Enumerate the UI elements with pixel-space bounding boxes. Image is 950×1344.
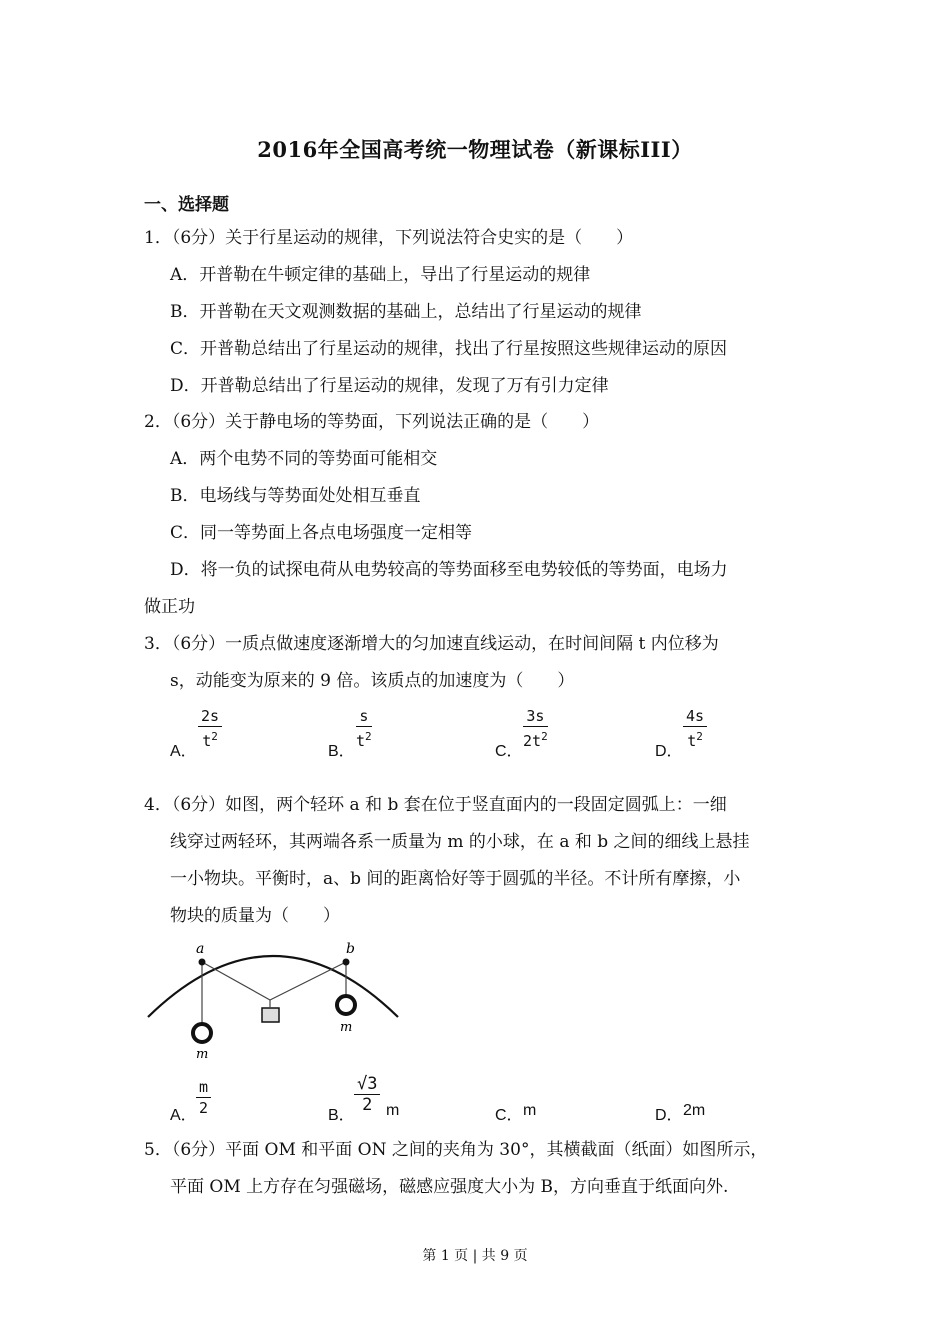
- string-a-to-block: [202, 962, 270, 1000]
- q2-option-d: D．将一负的试探电荷从电势较高的等势面移至电势较低的等势面，电场力: [170, 560, 728, 580]
- q4-den-a: 2: [199, 1099, 209, 1117]
- section-heading: 一、选择题: [144, 195, 229, 215]
- q2-option-d-cont: 做正功: [144, 597, 195, 617]
- q3-exp-a: 2: [211, 730, 218, 743]
- q2-option-b: B．电场线与等势面处处相互垂直: [170, 486, 421, 506]
- q3-stem-line1: 3．（6分）一质点做速度逐渐增大的匀加速直线运动，在时间间隔 t 内位移为: [144, 634, 719, 654]
- q4-label-c: C．: [495, 1107, 523, 1124]
- q4-figure: [140, 935, 410, 1070]
- label-a: a: [196, 941, 205, 957]
- q4-num-a: m: [196, 1077, 211, 1098]
- q3-stem-line2: s，动能变为原来的 9 倍。该质点的加速度为（ ）: [170, 671, 575, 691]
- q3-num-c: 3s: [523, 706, 548, 727]
- label-b: b: [346, 941, 355, 957]
- q3-num-a: 2s: [198, 706, 222, 727]
- q4-stem-line2: 线穿过两轻环，其两端各系一质量为 m 的小球，在 a 和 b 之间的细线上悬挂: [170, 832, 750, 852]
- q3-den-c: 2t: [523, 732, 542, 750]
- q3-den-a: t: [202, 732, 212, 750]
- q4-stem-line3: 一小物块。平衡时，a、b 间的距离恰好等于圆弧的半径。不计所有摩擦，小: [170, 869, 741, 889]
- q3-label-b: B．: [328, 743, 355, 760]
- q2-stem: 2．（6分）关于静电场的等势面，下列说法正确的是（ ）: [144, 412, 600, 432]
- q4-num-b: √3: [354, 1074, 380, 1095]
- q4-label-b: B．: [328, 1107, 355, 1124]
- ring-a: [199, 959, 206, 966]
- q3-fraction-a: [198, 706, 222, 751]
- q1-option-d: D．开普勒总结出了行星运动的规律，发现了万有引力定律: [170, 376, 609, 396]
- q3-fraction-b: [356, 706, 372, 751]
- q1-option-c: C．开普勒总结出了行星运动的规律，找出了行星按照这些规律运动的原因: [170, 339, 728, 359]
- q5-stem-line1: 5．（6分）平面 OM 和平面 ON 之间的夹角为 30°，其横截面（纸面）如图所示，: [144, 1140, 768, 1160]
- q5-stem-line2: 平面 OM 上方存在匀强磁场，磁感应强度大小为 B，方向垂直于纸面向外.: [170, 1177, 729, 1197]
- q3-num-b: s: [356, 706, 372, 727]
- q3-label-d: D．: [655, 743, 683, 760]
- q3-label-c: C．: [495, 743, 523, 760]
- q4-label-d: D．: [655, 1107, 683, 1124]
- string-block-to-b: [270, 962, 346, 1000]
- q4-option-d: 2m: [683, 1102, 706, 1119]
- q3-fraction-c: [523, 706, 548, 751]
- q1-option-b: B．开普勒在天文观测数据的基础上，总结出了行星运动的规律: [170, 302, 642, 322]
- q4-option-b-tail: m: [386, 1102, 400, 1119]
- q3-fraction-d: [683, 706, 707, 751]
- q4-option-c: m: [523, 1102, 537, 1119]
- q3-den-d: t: [687, 732, 697, 750]
- q1-option-a: A．开普勒在牛顿定律的基础上，导出了行星运动的规律: [170, 265, 591, 285]
- page-footer: 第 1 页 | 共 9 页: [422, 1248, 528, 1264]
- label-m-left: m: [196, 1047, 209, 1062]
- ball-left: [193, 1024, 211, 1042]
- q4-stem-line1: 4．（6分）如图，两个轻环 a 和 b 套在位于竖直面内的一段固定圆弧上：一细: [144, 795, 727, 815]
- q4-stem-line4: 物块的质量为（ ）: [170, 906, 340, 926]
- ball-right: [337, 996, 355, 1014]
- q3-exp-d: 2: [696, 730, 703, 743]
- q2-option-c: C．同一等势面上各点电场强度一定相等: [170, 523, 473, 543]
- q3-exp-c: 2: [541, 730, 548, 743]
- q4-fraction-b: [354, 1074, 380, 1115]
- q4-den-b: 2: [362, 1095, 373, 1115]
- q2-option-a: A．两个电势不同的等势面可能相交: [170, 449, 438, 469]
- q3-exp-b: 2: [365, 730, 372, 743]
- q4-fraction-a: [196, 1077, 211, 1118]
- ring-b: [343, 959, 350, 966]
- page-title: 2016年全国高考统一物理试卷（新课标III）: [257, 137, 693, 162]
- q3-num-d: 4s: [683, 706, 707, 727]
- label-m-right: m: [340, 1020, 353, 1035]
- q3-den-b: t: [356, 732, 366, 750]
- q1-stem: 1．（6分）关于行星运动的规律，下列说法符合史实的是（ ）: [144, 228, 634, 248]
- q3-label-a: A．: [170, 743, 197, 760]
- q4-label-a: A．: [170, 1107, 197, 1124]
- hanging-block: [262, 1008, 279, 1022]
